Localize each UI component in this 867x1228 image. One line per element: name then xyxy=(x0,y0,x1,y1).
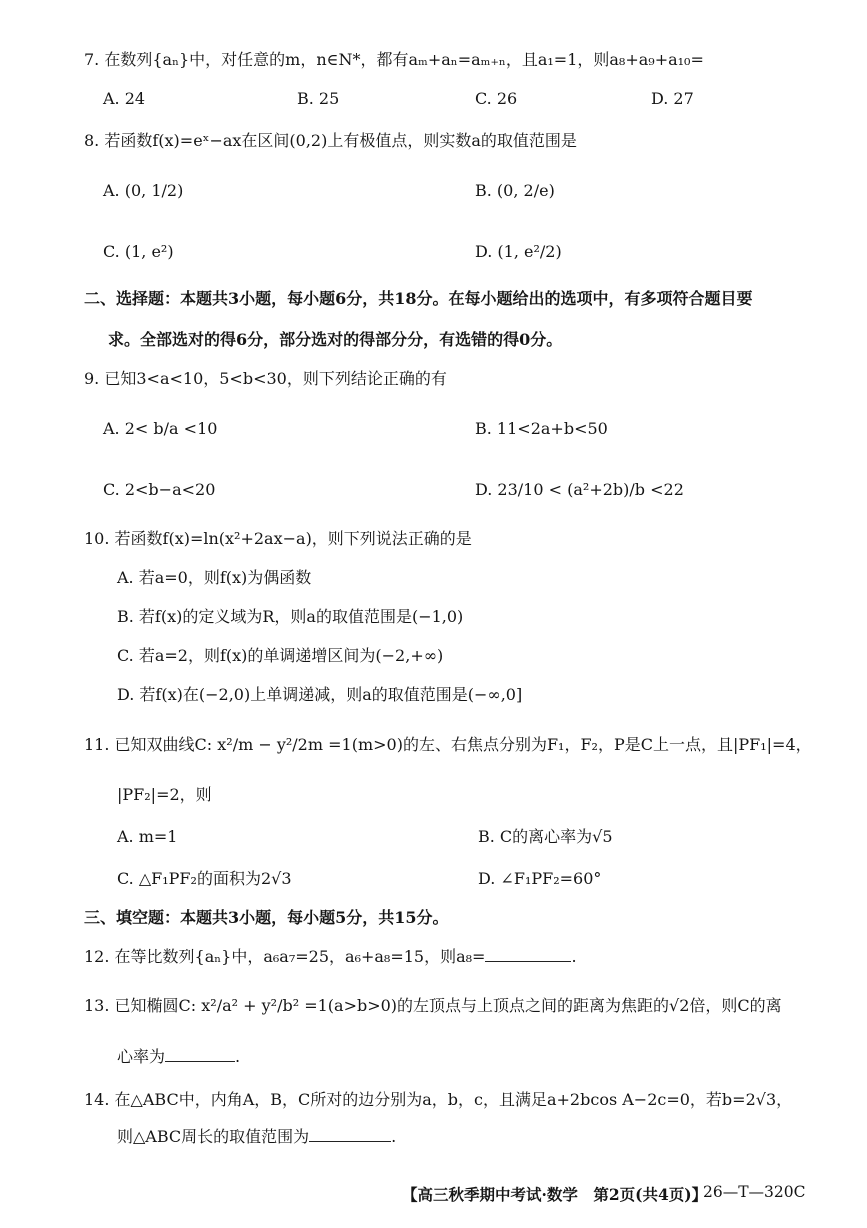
question-8-option-d: D. (1, e²/2) xyxy=(475,242,562,261)
question-8-stem: 8. 若函数f(x)=eˣ−ax在区间(0,2)上有极值点，则实数a的取值范围是 xyxy=(84,131,577,150)
question-9-stem: 9. 已知3<a<10，5<b<30，则下列结论正确的有 xyxy=(84,369,447,388)
question-11-option-d: D. ∠F₁PF₂=60° xyxy=(478,869,602,888)
question-7-stem: 7. 在数列{aₙ}中，对任意的m，n∈N*，都有aₘ+aₙ=aₘ₊ₙ，且a₁=1，则a₈+a₉+a₁₀= xyxy=(84,50,704,69)
question-11-option-b: B. C的离心率为√5 xyxy=(478,827,613,846)
question-14-cont xyxy=(117,1127,396,1147)
question-12-stem: 12. 在等比数列{aₙ}中，a₆a₇=25，a₆+a₈=15，则a₈= xyxy=(84,947,486,966)
question-14-stem: 14. 在△ABC中，内角A，B，C所对的边分别为a，b，c，且满足a+2bcos A−2c=0，若b=2√3， xyxy=(84,1090,793,1109)
section-2-heading: 二、选择题：本题共3小题，每小题6分，共18分。在每小题给出的选项中，有多项符合题目要 xyxy=(84,289,753,308)
question-14-period: . xyxy=(391,1127,397,1146)
answer-blank-13[interactable] xyxy=(165,1047,235,1062)
question-9-option-b: B. 11<2a+b<50 xyxy=(475,419,608,438)
question-11-stem: 11. 已知双曲线C: x²/m − y²/2m =1(m>0)的左、右焦点分别为F₁，F₂，P是C上一点，且|PF₁|=4， xyxy=(84,735,812,754)
question-8-option-c: C. (1, e²) xyxy=(103,242,174,261)
question-13-period: . xyxy=(235,1047,241,1066)
question-13-cont xyxy=(117,1047,240,1067)
question-10-stem: 10. 若函数f(x)=ln(x²+2ax−a)，则下列说法正确的是 xyxy=(84,529,472,548)
question-9-option-c: C. 2<b−a<20 xyxy=(103,480,216,499)
answer-blank-14[interactable] xyxy=(309,1127,391,1142)
question-9-option-a: A. 2< b/a <10 xyxy=(103,419,218,438)
question-7-option-b: B. 25 xyxy=(297,89,340,108)
question-10-option-d: D. 若f(x)在(−2,0)上单调递减，则a的取值范围是(−∞,0] xyxy=(117,685,523,704)
question-7-option-c: C. 26 xyxy=(475,89,518,108)
footer-code: 26—T—320C xyxy=(703,1183,806,1201)
question-8-option-b: B. (0, 2/e) xyxy=(475,181,555,200)
question-12 xyxy=(84,947,577,967)
question-10-option-b: B. 若f(x)的定义域为R，则a的取值范围是(−1,0) xyxy=(117,607,464,626)
section-2-heading-cont: 求。全部选对的得6分，部分选对的得部分分，有选错的得0分。 xyxy=(108,330,563,349)
question-14-stem-cont: 则△ABC周长的取值范围为 xyxy=(117,1127,310,1146)
question-7-option-d: D. 27 xyxy=(651,89,694,108)
question-7-option-a: A. 24 xyxy=(103,89,146,108)
question-10-option-c: C. 若a=2，则f(x)的单调递增区间为(−2,+∞) xyxy=(117,646,444,665)
question-9-option-d: D. 23/10 < (a²+2b)/b <22 xyxy=(475,480,684,499)
answer-blank-12[interactable] xyxy=(485,947,571,962)
question-13-stem-cont: 心率为 xyxy=(117,1047,166,1066)
question-12-period: . xyxy=(571,947,577,966)
question-10-option-a: A. 若a=0，则f(x)为偶函数 xyxy=(117,568,312,587)
question-8-option-a: A. (0, 1/2) xyxy=(103,181,184,200)
question-11-option-c: C. △F₁PF₂的面积为2√3 xyxy=(117,869,292,888)
question-11-option-a: A. m=1 xyxy=(117,827,178,846)
question-13-stem: 13. 已知椭圆C: x²/a² + y²/b² =1(a>b>0)的左顶点与上顶点之间的距离为焦距的√2倍，则C的离 xyxy=(84,996,782,1015)
footer-page-info: 【高三秋季期中考试·数学 第2页(共4页)】 xyxy=(402,1185,708,1204)
question-11-stem-cont: |PF₂|=2，则 xyxy=(117,785,212,804)
section-3-heading: 三、填空题：本题共3小题，每小题5分，共15分。 xyxy=(84,908,449,927)
